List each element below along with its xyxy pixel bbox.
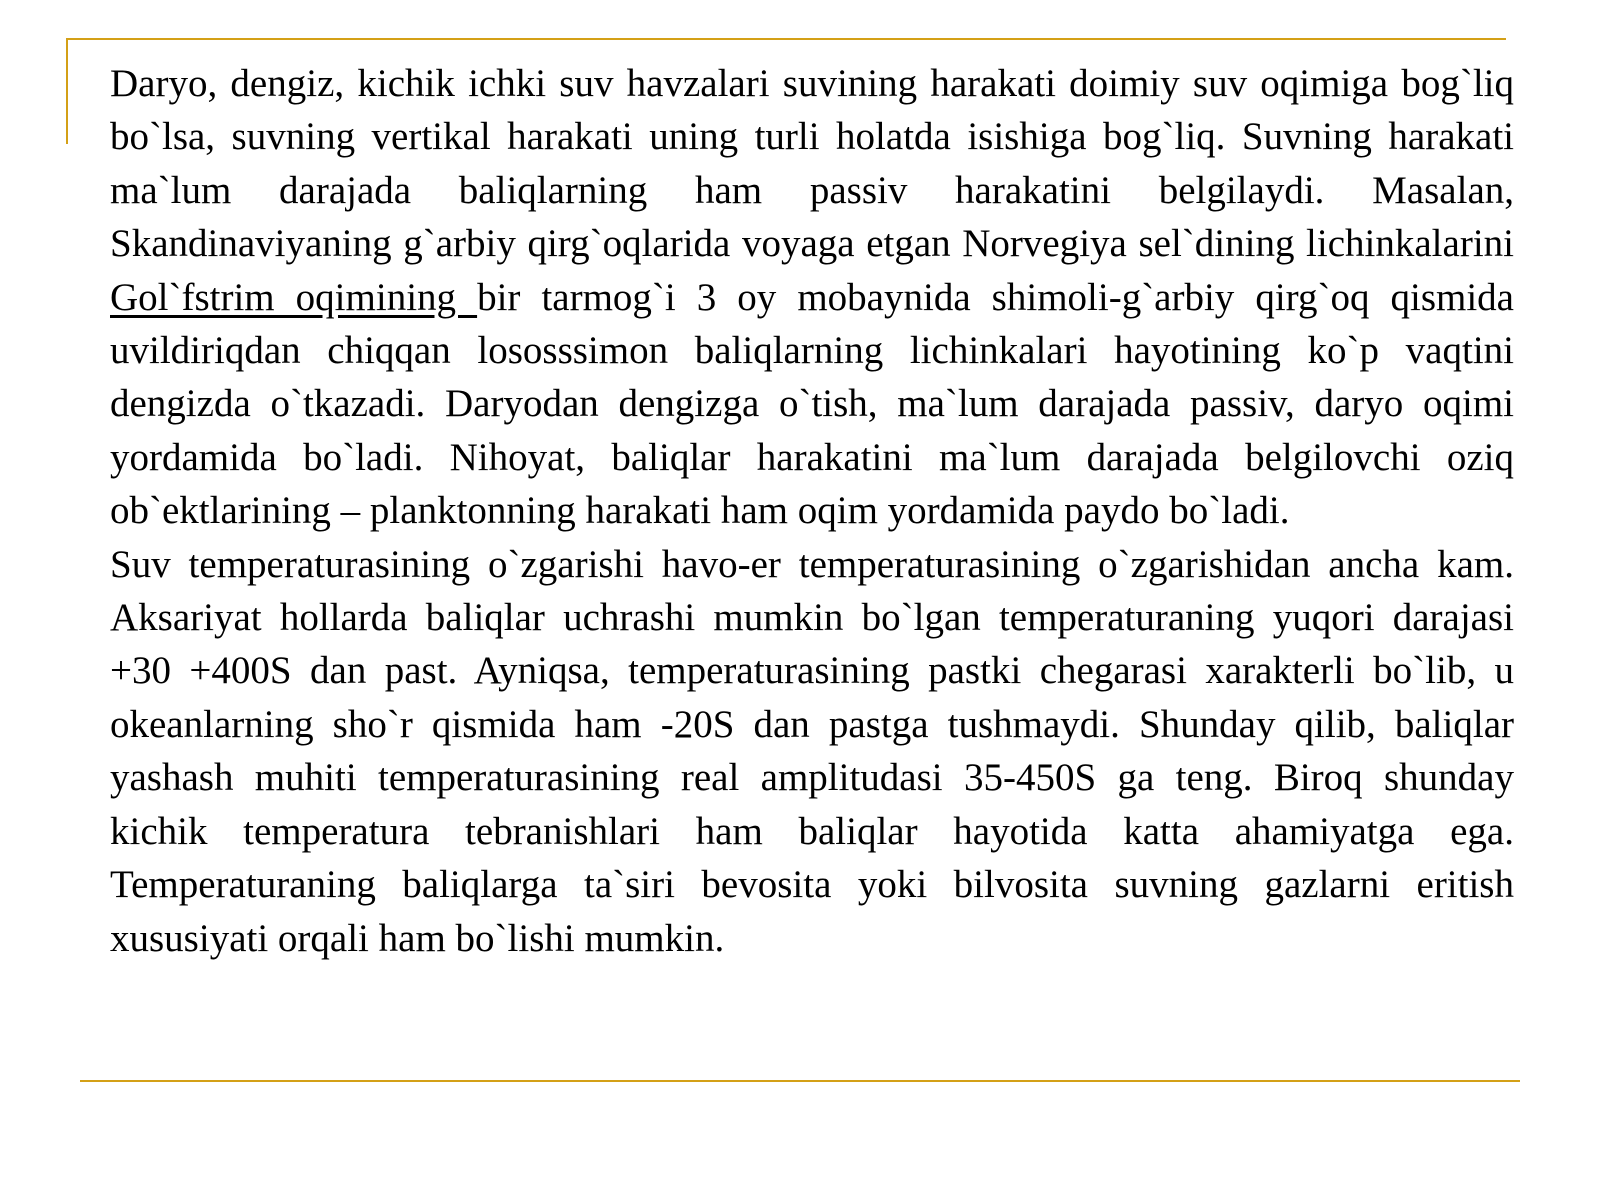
gulf-stream-link[interactable]: Gol`fstrim oqimining [110,275,478,319]
bottom-accent-rule [80,1080,1520,1082]
top-accent-rule [66,38,1506,40]
paragraph-1-text-end: bir tarmog`i 3 oy mobaynida shimoli-g`arbiy qirg`oq qismida uvildiriqdan chiqqan lososssimon baliqlarning lichinkalari hayotining ko`p vaqtini dengizda o`tkazadi. Daryodan dengizga o`tish, ma`lum darajada passiv, daryo oqimi yordamida bo`ladi. Nihoyat, baliqlar harakatini ma`lum darajada belgilovchi oziq ob`ektlarining – planktonning harakati ham oqim yordamida paydo bo`ladi. [110,275,1514,533]
slide-body-text [110,57,1514,965]
paragraph-1-text-start: Daryo, dengiz, kichik ichki suv havzalari suvining harakati doimiy suv oqimiga bog`liq bo`lsa, suvning vertikal harakati uning turli holatda isishiga bog`liq. Suvning harakati ma`lum darajada baliqlarning ham passiv harakatini belgilaydi. Masalan, Skandinaviyaning g`arbiy qirg`oqlarida voyaga etgan Norvegiya sel`dining lichinkalarini [110,62,1514,266]
paragraph-water-temperature: Suv temperaturasining o`zgarishi havo-er temperaturasining o`zgarishidan ancha kam. Aksariyat hollarda baliqlar uchrashi mumkin bo`lgan temperaturaning yuqori darajasi +30 +400S dan past. Ayniqsa, temperaturasining pastki chegarasi xarakterli bo`lib, u okeanlarning sho`r qismida ham -20S dan pastga tushmaydi. Shunday qilib, baliqlar yashash muhiti temperaturasining real amplitudasi 35-450S ga teng. Biroq shunday kichik temperatura tebranishlari ham baliqlar hayotida katta ahamiyatga ega. Temperaturaning baliqlarga ta`siri bevosita yoki bilvosita suvning gazlarni eritish xususiyati orqali ham bo`lishi mumkin. [110,542,1514,960]
paragraph-water-movement [110,57,1514,538]
left-accent-rule [66,38,68,144]
